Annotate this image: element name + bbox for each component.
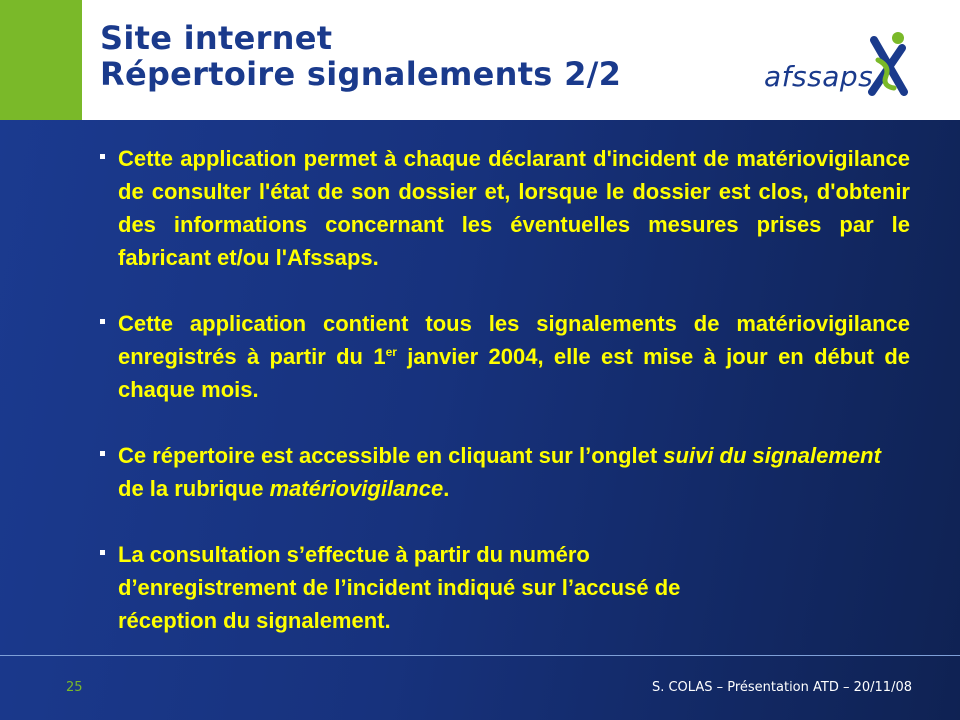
bullet-3-part-2: de la rubrique bbox=[118, 476, 270, 501]
bullet-icon bbox=[100, 451, 105, 456]
page-number: 25 bbox=[66, 680, 83, 695]
footer-divider bbox=[0, 655, 960, 656]
afssaps-logo bbox=[764, 30, 924, 110]
ordinal-superscript: er bbox=[385, 345, 397, 359]
bullet-icon bbox=[100, 319, 105, 324]
bullet-2-part-1: Cette application contient tous les signalements de matériovigilance enregistrés à partir du 1 bbox=[118, 311, 910, 369]
bullet-4-line-3: réception du signalement. bbox=[118, 608, 391, 633]
footer-credit: S. COLAS – Présentation ATD – 20/11/08 bbox=[651, 680, 912, 695]
bullet-4-line-2: d’enregistrement de l’incident indiqué sur l’accusé de bbox=[118, 575, 681, 600]
bullet-text-4 bbox=[118, 538, 910, 637]
accent-bar bbox=[0, 0, 82, 120]
title-line-2: Répertoire signalements 2/2 bbox=[100, 55, 622, 93]
bullet-list bbox=[96, 142, 910, 670]
bullet-4-line-1: La consultation s’effectue à partir du numéro bbox=[118, 542, 590, 567]
tab-name-emphasis: suivi du signalement bbox=[663, 443, 881, 468]
runner-icon bbox=[860, 30, 916, 102]
bullet-text-3 bbox=[118, 439, 910, 505]
bullet-item-1 bbox=[96, 142, 910, 274]
bullet-text-2 bbox=[118, 307, 910, 406]
bullet-item-2 bbox=[96, 307, 910, 406]
bullet-3-part-3: . bbox=[443, 476, 450, 501]
bullet-3-part-1: Ce répertoire est accessible en cliquant sur l’onglet bbox=[118, 443, 664, 468]
bullet-text-1: Cette application permet à chaque déclarant d'incident de matériovigilance de consulter l'état de son dossier et, lorsque le dossier est clos, d'obtenir des informations concernant les éventuelles mesures prises par le fabricant et/ou l'Afssaps. bbox=[118, 146, 910, 270]
bullet-item-3 bbox=[96, 439, 910, 505]
bullet-2-part-2: janvier 2004, elle est mise à jour en début de chaque mois. bbox=[118, 344, 910, 402]
slide-title bbox=[100, 20, 621, 92]
bullet-item-4 bbox=[96, 538, 910, 637]
bullet-icon bbox=[100, 154, 105, 159]
bullet-icon bbox=[100, 550, 105, 555]
section-name-emphasis: matériovigilance bbox=[269, 476, 444, 501]
title-line-1: Site internet bbox=[100, 19, 333, 57]
logo-text: afssaps bbox=[764, 60, 874, 93]
slide-header bbox=[0, 0, 960, 120]
